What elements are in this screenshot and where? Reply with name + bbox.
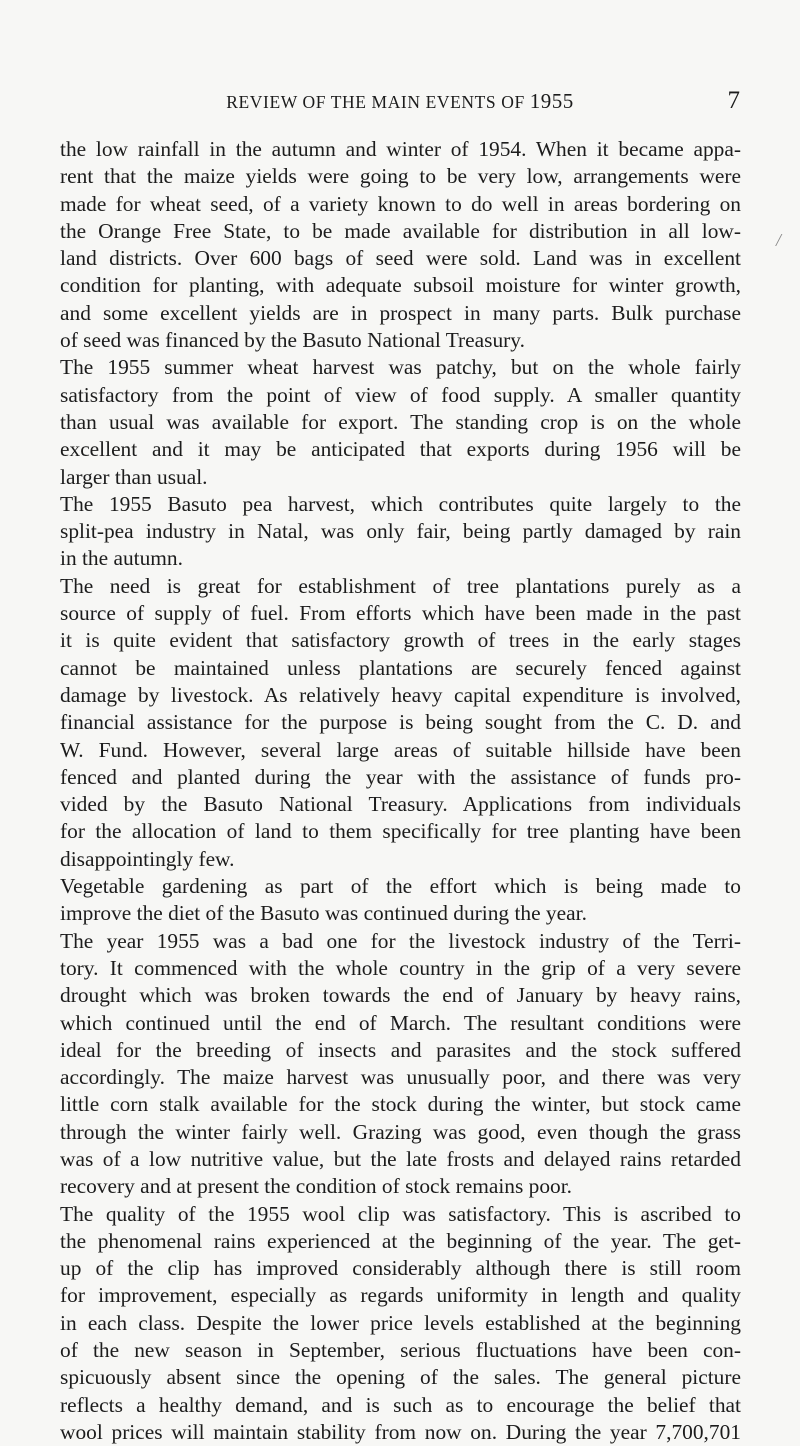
body-text [60,136,741,1446]
text-line: cannot be maintained unless plantations are securely fenced against [60,655,741,680]
running-head [60,84,740,118]
text-line: drought which was broken towards the end of January by heavy rains, [60,983,741,1008]
paragraph [60,873,741,928]
text-line: vided by the Basuto National Treasury. Applications from individuals [60,792,741,817]
text-line: little corn stalk available for the stock during the winter, but stock came [60,1092,741,1117]
text-line: The 1955 summer wheat harvest was patchy, but on the whole fairly [60,355,741,380]
text-line: of seed was financed by the Basuto National Treasury. [60,328,525,353]
text-line: which continued until the end of March. The resultant conditions were [60,1010,741,1035]
text-line: Vegetable gardening as part of the effort which is being made to [60,874,741,899]
paragraph [60,136,741,354]
text-line: The 1955 Basuto pea harvest, which contributes quite largely to the [60,491,741,516]
text-line: made for wheat seed, of a variety known to do well in areas bordering on [60,191,741,216]
text-line: of the new season in September, serious fluctuations have been con- [60,1338,741,1363]
text-line: satisfactory from the point of view of food supply. A smaller quantity [60,382,741,407]
text-line: fenced and planted during the year with the assistance of funds pro- [60,764,741,789]
paragraph [60,573,741,873]
paragraph [60,491,741,573]
text-line: up of the clip has improved considerably although there is still room [60,1256,741,1281]
margin-mark: / [776,230,782,250]
text-line: was of a low nutritive value, but the late frosts and delayed rains retarded [60,1146,741,1171]
text-line: the low rainfall in the autumn and winter of 1954. When it became appa- [60,137,741,161]
text-line: excellent and it may be anticipated that exports during 1956 will be [60,437,741,462]
text-line: larger than usual. [60,464,208,489]
text-line: than usual was available for export. The standing crop is on the whole [60,409,741,434]
header-title [60,84,740,119]
text-line: spicuously absent since the opening of the sales. The general picture [60,1365,741,1390]
text-line: The year 1955 was a bad one for the livestock industry of the Terri- [60,928,741,953]
text-line: reflects a healthy demand, and is such as to encourage the belief that [60,1392,741,1417]
text-line: damage by livestock. As relatively heavy capital expenditure is involved, [60,682,741,707]
text-line: accordingly. The maize harvest was unusually poor, and there was very [60,1065,741,1090]
text-line: in the autumn. [60,546,183,571]
header-title-text: REVIEW OF THE MAIN EVENTS OF [226,92,525,112]
text-line: improve the diet of the Basuto was continued during the year. [60,901,587,926]
text-line: through the winter fairly well. Grazing was good, even though the grass [60,1119,741,1144]
text-line: disappointingly few. [60,846,235,871]
text-line: W. Fund. However, several large areas of suitable hillside have been [60,737,741,762]
text-line: the phenomenal rains experienced at the beginning of the year. The get- [60,1228,741,1253]
text-line: wool prices will maintain stability from now on. During the year 7,700,701 [60,1419,741,1444]
paragraph [60,1201,741,1446]
text-line: split-pea industry in Natal, was only fair, being partly damaged by rain [60,519,741,544]
text-line: for the allocation of land to them specifically for tree planting have been [60,819,741,844]
text-line: The need is great for establishment of tree plantations purely as a [60,573,741,598]
text-line: in each class. Despite the lower price levels established at the beginning [60,1310,741,1335]
paragraph [60,354,741,490]
text-line: it is quite evident that satisfactory growth of trees in the early stages [60,628,741,653]
text-line: tory. It commenced with the whole country in the grip of a very severe [60,955,741,980]
text-line: ideal for the breeding of insects and parasites and the stock suffered [60,1037,741,1062]
text-line: land districts. Over 600 bags of seed were sold. Land was in excellent [60,246,741,271]
text-line: financial assistance for the purpose is being sought from the C. D. and [60,710,741,735]
text-line: recovery and at present the condition of stock remains poor. [60,1174,573,1199]
text-line: The quality of the 1955 wool clip was satisfactory. This is ascribed to [60,1201,741,1226]
page-number: 7 [727,87,740,114]
text-line: source of supply of fuel. From efforts which have been made in the past [60,601,741,626]
paragraph [60,928,741,1201]
text-line: the Orange Free State, to be made available for distribution in all low- [60,218,741,243]
text-line: and some excellent yields are in prospect in many parts. Bulk purchase [60,300,741,325]
text-line: condition for planting, with adequate subsoil moisture for winter growth, [60,273,741,298]
text-line: for improvement, especially as regards uniformity in length and quality [60,1283,741,1308]
header-year: 1955 [529,89,574,113]
text-line: rent that the maize yields were going to be very low, arrangements were [60,164,741,189]
